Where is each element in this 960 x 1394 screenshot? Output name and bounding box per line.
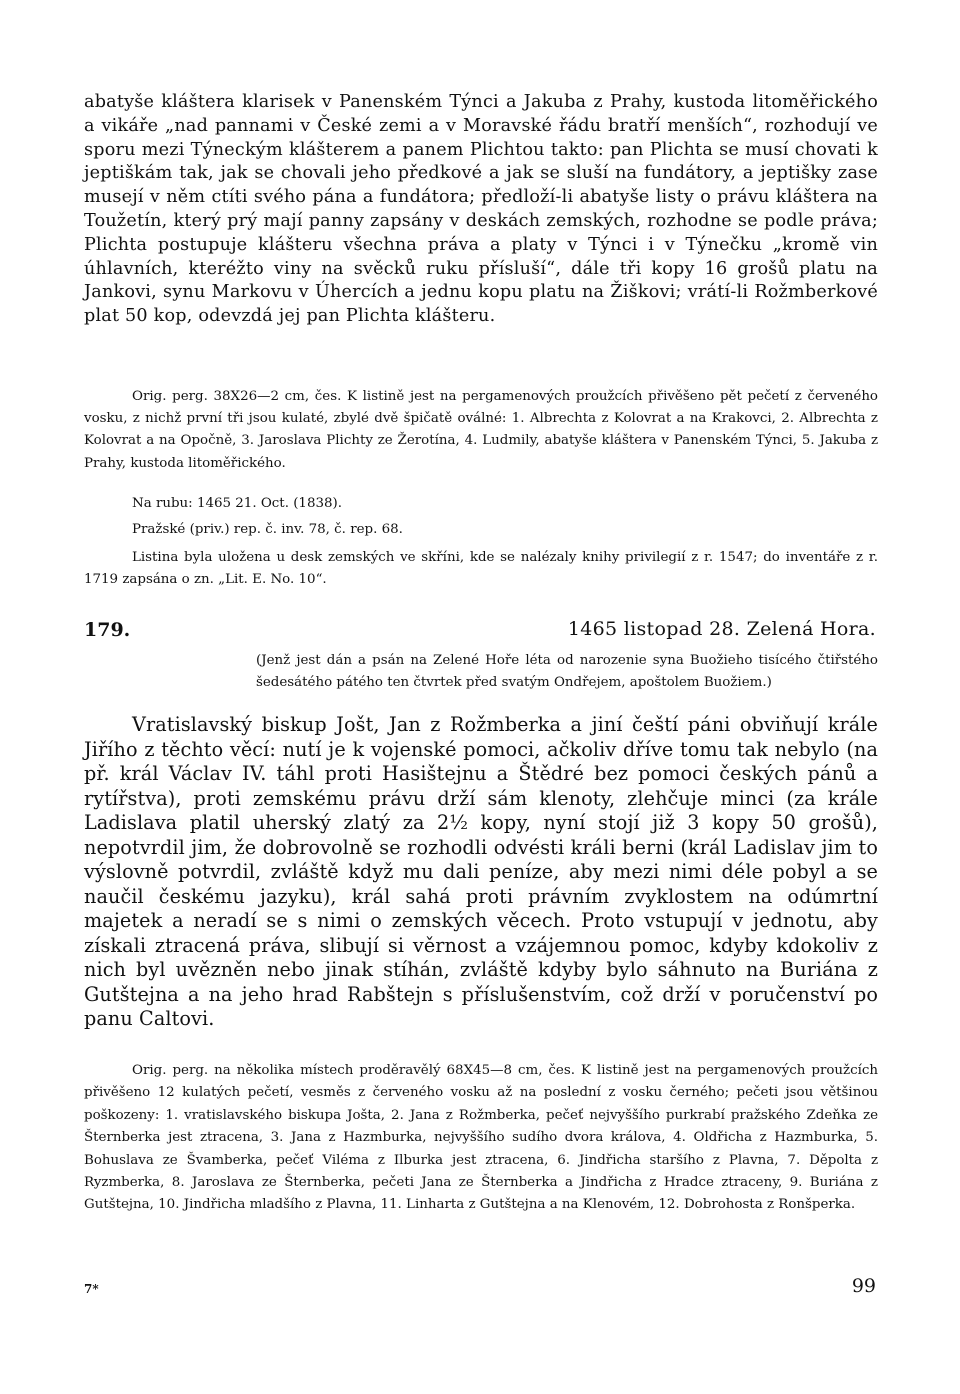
note-original-seals: Orig. perg. na několika místech proděravělý 68X45—8 cm, čes. K listině jest na pergamenových proužcích přivěšeno 12 kulatých pečetí, vesměs z červeného vosku až na poslední z vosku černého; pečeti jsou většinou poškozeny: 1. vratislavského biskupa Jošta, 2. Jana z Rožmberka, pečeť nejvyššího purkrabí pražského Zdeňka ze Šternberka jest ztracena, 3. Jana z Hazmburka, nejvyššího sudího dvora králova, 4. Oldřicha z Hazmburka, 5. Bohuslava ze Švamberka, pečeť Viléma z Ilburka jest ztracena, 6. Jindřicha staršího z Plavna, 7. Děpolta z Ryzmberka, 8. Jaroslava ze Šternberka, pečeti Jana ze Šternberka a Jindřicha z Hradce ztraceny, 9. Buriána z Gutštejna, 10. Jindřicha mladšího z Plavna, 11. Linharta z Gutštejna a na Klenovém, 12. Dobrohosta z Ronšperka. xyxy=(84,1063,878,1213)
note-verso: Na rubu: 1465 21. Oct. (1838). xyxy=(132,496,342,511)
note-original-description: Orig. perg. 38X26—2 cm, čes. K listině jest na pergamenových proužcích přivěšeno pět pečetí z červeného vosku, z nichž první tři jsou kulaté, zbylé dvě špičatě oválné: 1. Albrechta z Kolovrat a na Krakovci, 2. Albrechta z Kolovrat a na Opočně, 3. Jaroslava Plichty ze Žerotína, 4. Ludmily, abatyše kláštera v Panenském Týnci, 5. Jakuba z Prahy, kustoda litoměřického. xyxy=(84,389,878,471)
document-dating-quote: (Jenž jest dán a psán na Zelené Hoře léta od narozenie syna Buožieho tisícého čtiřstého šedesátého pátého ten čtvrtek před svatým Ondřejem, apoštolem Buožiem.) xyxy=(256,653,878,690)
document-date-place: 1465 listopad 28. Zelená Hora. xyxy=(567,618,876,640)
document-regest: Vratislavský biskup Jošt, Jan z Rožmberka a jiní čeští páni obviňují krále Jiřího z těchto věcí: nutí je k vojenské pomoci, ačkoliv dříve tomu tak nebylo (na př. král Václav IV. táhl proti Hasištejnu a Štědré bez pomoci českých pánů a rytířstva), proti zemskému právu drží sám klenoty, zlehčuje minci (za krále Ladislava platil uherský zlatý za 2½ kopy, nyní stojí již 3 kopy 50 grošů), nepotvrdil jim, že dobrovolně se rozhodli odvésti králi berni (král Ladislav jim to výslovně potvrdil, zvláště když mu dali peníze, aby mezi nimi déle pobyl a se naučil českému jazyku), král sahá proti právním zvyklostem na odúmrtní majetek a neradí se s nimi o zemských věcech. Proto vstupují v jednotu, aby získali ztracená práva, slibují si věrnost a vzájemnou pomoc, kdyby kdokoliv z nich byl uvězněn nebo jinak stíhán, zvláště kdyby bylo sáhnuto na Buriána z Gutštejna a na jeho hrad Rabštejn s příslušenstvím, což drží v poručenství po panu Caltovi. xyxy=(84,713,878,1030)
page-number: 99 xyxy=(851,1275,876,1297)
document-number: 179. xyxy=(84,619,131,641)
note-repertory: Pražské (priv.) rep. č. inv. 78, č. rep. 68. xyxy=(132,522,403,537)
continued-paragraph: abatyše kláštera klarisek v Panenském Týnci a Jakuba z Prahy, kustoda litoměřického a vikáře „nad pannami v České zemi a v Moravské řádu bratří menších“, rozhodují ve sporu mezi Týneckým klášterem a panem Plichtou takto: pan Plichta se musí chovati k jeptiškám tak, jak se chovali jeho předkové a jak se sluší na fundátory, a jeptišky zase musejí v něm ctíti svého pána a fundátora; předloží-li abatyše listy o právu kláštera na Toužetín, který prý mají panny zapsány v deskách zemských, rozhodne se podle práva; Plichta postupuje klášteru všechna práva a platy v Týnci i v Týnečku „kromě vin úhlavních, kteréžto viny na svěcků ruku přísluší“, dále tři kopy 16 grošů platu na Jankovi, synu Markovu v Úhercích a jednu kopu platu na Žiškovi; vrátí-li Rožmberkové plat 50 kop, odevzdá jej pan Plichta klášteru. xyxy=(84,92,878,327)
note-storage: Listina byla uložena u desk zemských ve skříni, kde se nalézaly knihy privilegií z r. 1547; do inventáře z r. 1719 zapsána o zn. „Lit. E. No. 10“. xyxy=(84,550,878,588)
signature-mark: 7* xyxy=(84,1282,99,1296)
